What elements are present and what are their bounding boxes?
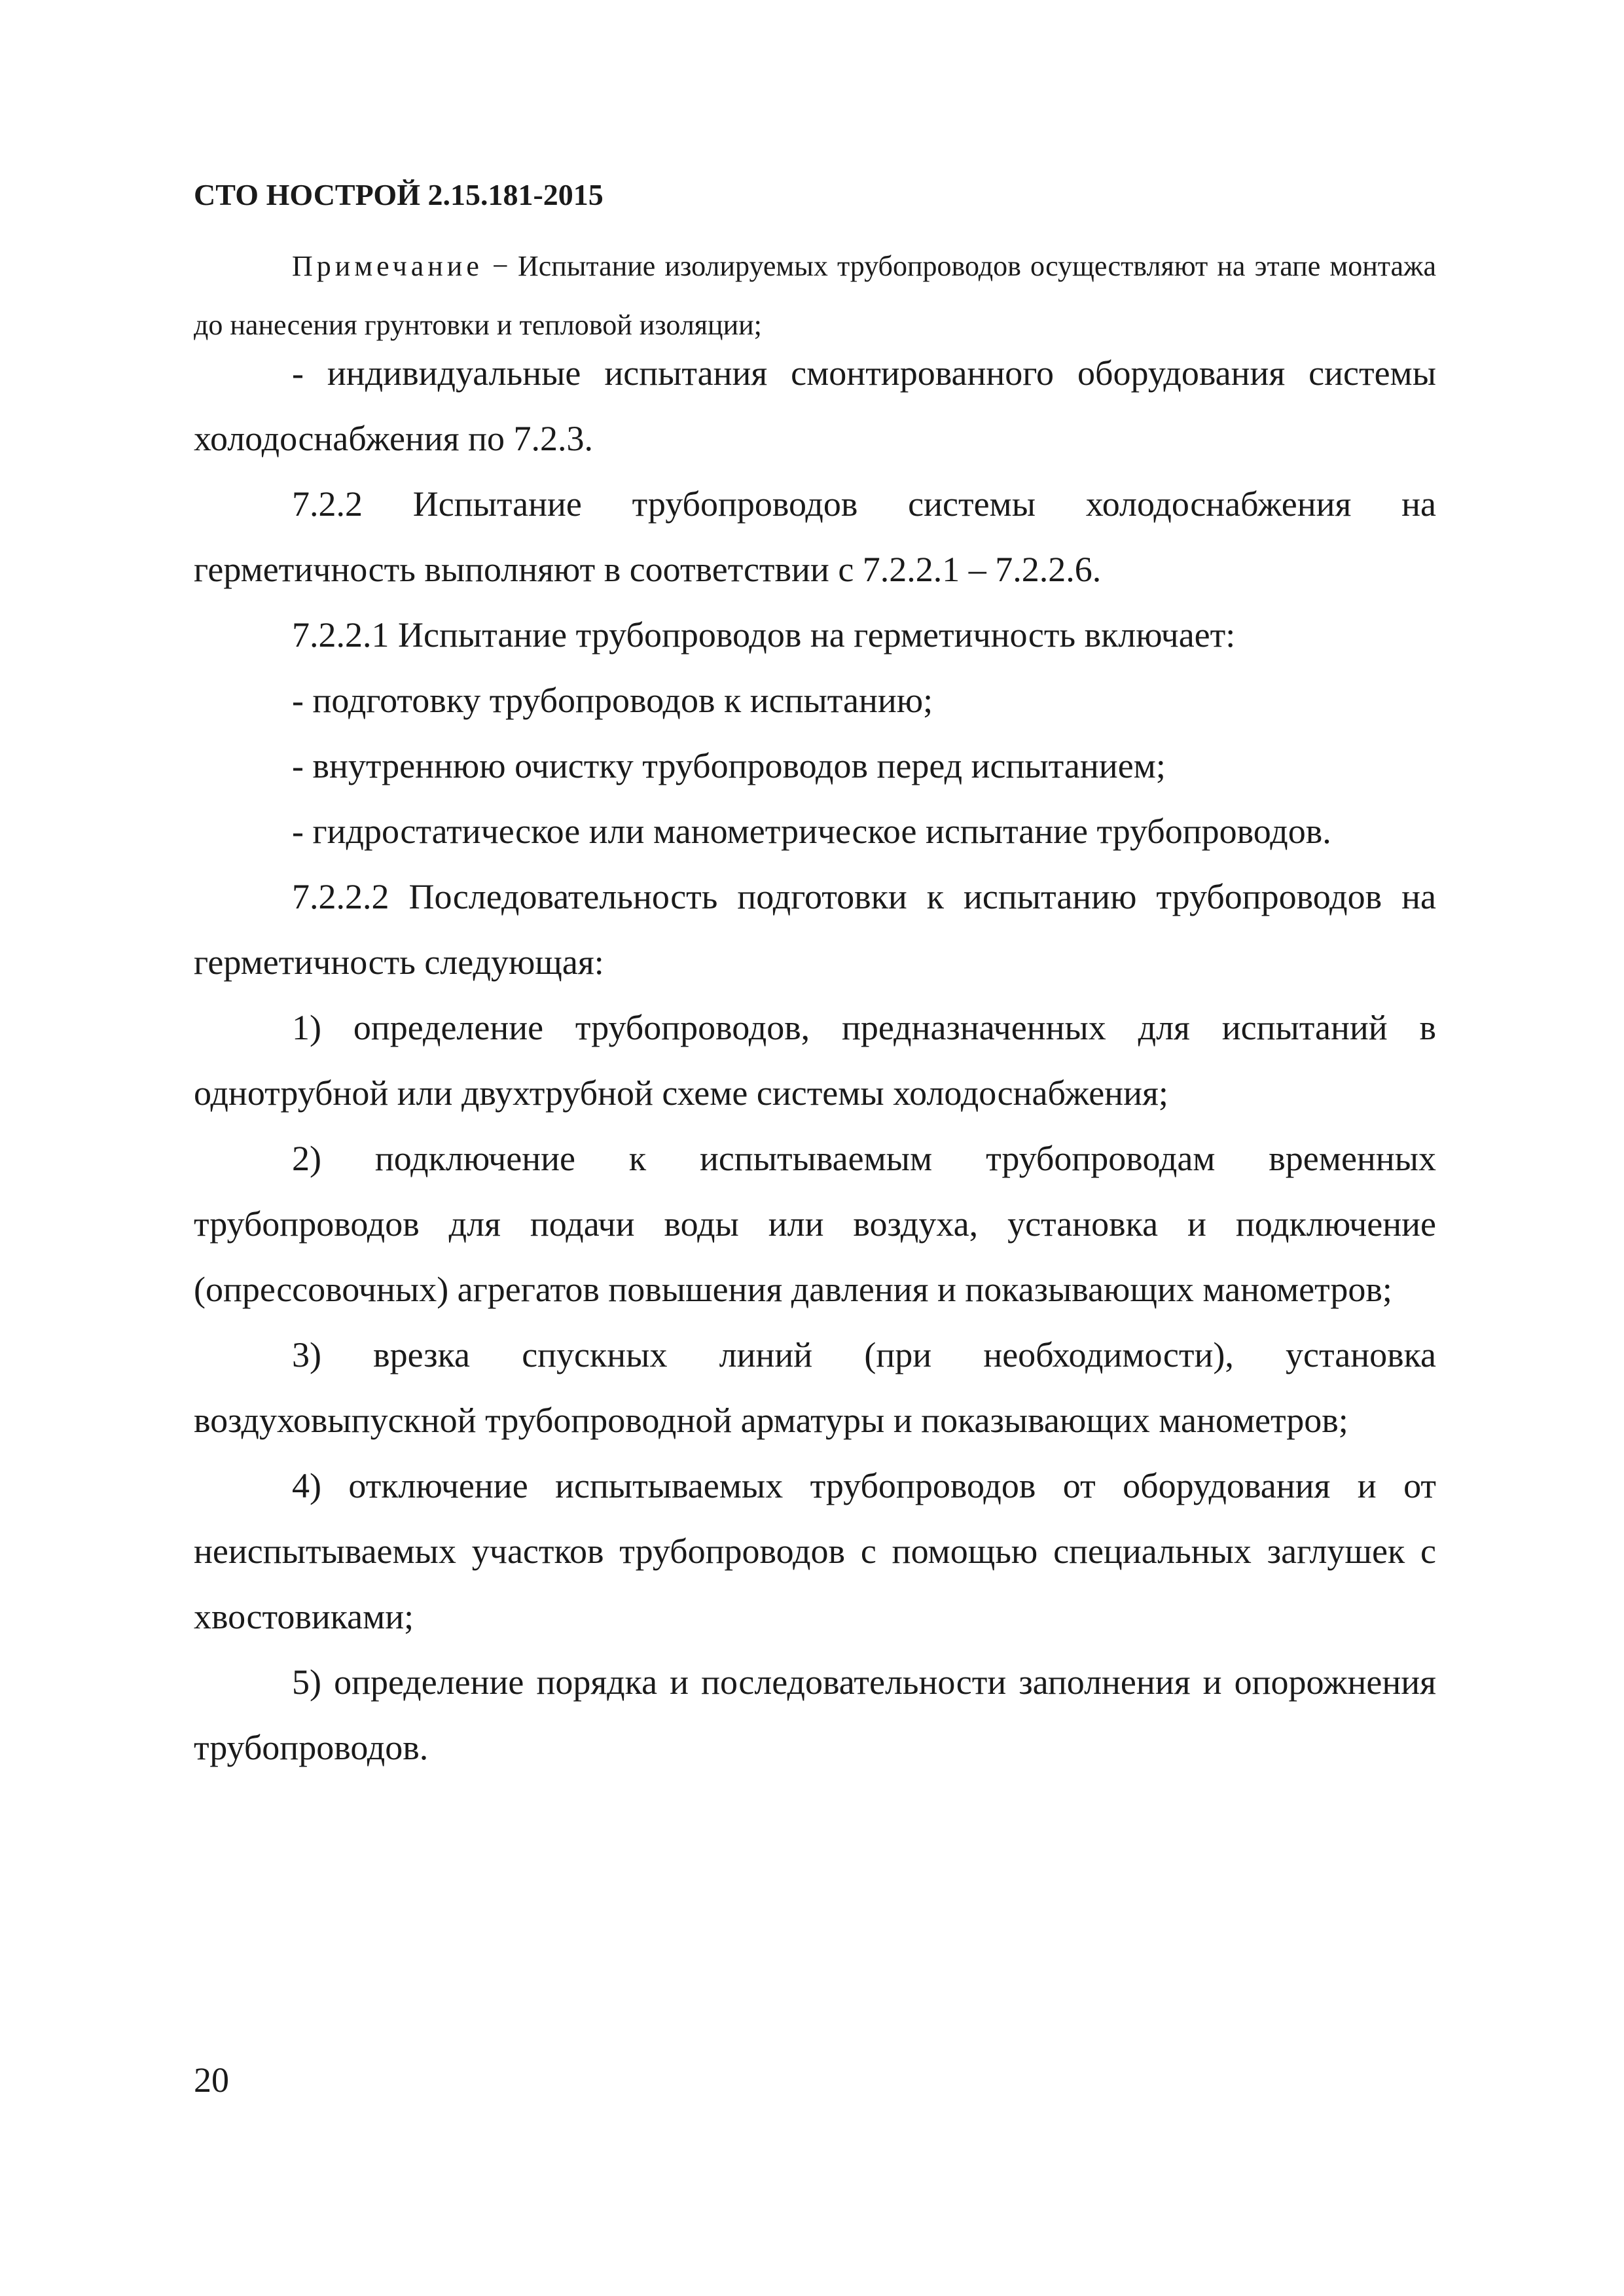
list-item-step-4: 4) отключение испытываемых трубопроводов от оборудования и от неиспытываемых участков трубопроводов с помощью специальных заглушек с хвостовиками; [194, 1466, 1436, 1636]
document-body [194, 340, 1436, 1780]
note-label: Примечание [292, 250, 483, 282]
paragraph-equipment-tests: - индивидуальные испытания смонтированного оборудования системы холодоснабжения по 7.2.3. [194, 353, 1436, 458]
page-number: 20 [194, 2060, 229, 2100]
paragraph-7-2-2-1: 7.2.2.1 Испытание трубопроводов на герметичность включает: [292, 615, 1236, 655]
list-item-cleaning: - внутреннюю очистку трубопроводов перед испытанием; [292, 746, 1166, 785]
paragraph-7-2-2-2: 7.2.2.2 Последовательность подготовки к испытанию трубопроводов на герметичность следующая: [194, 877, 1436, 982]
list-item-step-5: 5) определение порядка и последовательности заполнения и опорожнения трубопроводов. [194, 1662, 1436, 1767]
note-dash: − [482, 250, 518, 282]
document-code-header: СТО НОСТРОЙ 2.15.181-2015 [194, 178, 604, 211]
list-item-step-1: 1) определение трубопроводов, предназначенных для испытаний в однотрубной или двухтрубной схеме системы холодоснабжения; [194, 1008, 1436, 1113]
note-block [194, 237, 1436, 355]
list-item-step-2: 2) подключение к испытываемым трубопроводам временных трубопроводов для подачи воды или воздуха, установка и подключение (опрессовочных) агрегатов повышения давления и показывающих манометров; [194, 1139, 1436, 1309]
paragraph-7-2-2: 7.2.2 Испытание трубопроводов системы холодоснабжения на герметичность выполняют в соответствии с 7.2.2.1 – 7.2.2.6. [194, 484, 1436, 589]
note-text [194, 237, 1436, 355]
list-item-hydrostatic-test: - гидростатическое или манометрическое испытание трубопроводов. [292, 812, 1331, 851]
note-body: Испытание изолируемых трубопроводов осуществляют на этапе монтажа до нанесения грунтовки и тепловой изоляции; [194, 250, 1436, 341]
list-item-step-3: 3) врезка спускных линий (при необходимости), установка воздуховыпускной трубопроводной арматуры и показывающих манометров; [194, 1335, 1436, 1440]
list-item-preparation: - подготовку трубопроводов к испытанию; [292, 681, 933, 720]
